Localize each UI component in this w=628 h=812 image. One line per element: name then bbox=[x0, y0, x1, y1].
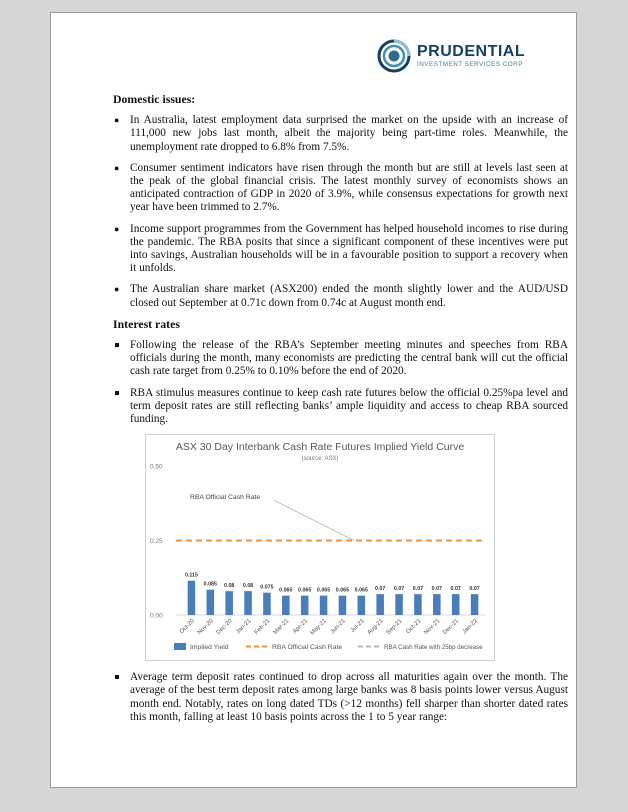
x-tick-label: Jan-22 bbox=[461, 618, 479, 636]
x-tick-label: Jul-21 bbox=[349, 618, 366, 635]
bar-data-label: 0.065 bbox=[335, 587, 350, 594]
bullet-icon: ● bbox=[114, 223, 120, 234]
bar-data-label: 0.075 bbox=[260, 584, 274, 591]
interest-heading: Interest rates bbox=[113, 316, 180, 331]
y-tick-label: 0.00 bbox=[150, 612, 163, 620]
domestic-bullet bbox=[113, 162, 568, 215]
interest-bullet bbox=[113, 387, 568, 427]
yield-curve-chart bbox=[145, 434, 495, 661]
interest-bullet bbox=[113, 671, 568, 724]
x-tick-label: Feb-21 bbox=[253, 618, 272, 637]
bar-data-label: 0.065 bbox=[316, 587, 331, 594]
bar-data-label: 0.065 bbox=[298, 587, 312, 594]
bar-implied-yield bbox=[188, 581, 196, 615]
x-tick-label: Jan-21 bbox=[235, 618, 253, 636]
x-tick-label: May-21 bbox=[309, 618, 328, 637]
bullet-text: Average term deposit rates continued to drop across all maturities again over the month. The average of the best term deposit rates among large banks was 8 basis points lower versus August month end. Notably, rates on long dated TDs (>12 months) fell sharper than shorter dated rates this month, falling at least 10 basis points across the 1 to 5 year range: bbox=[130, 671, 568, 723]
x-tick-label: Nov-21 bbox=[423, 618, 442, 637]
legend-swatch-implied-yield bbox=[174, 643, 186, 650]
x-tick-label: Oct-20 bbox=[178, 618, 196, 636]
bar-implied-yield bbox=[358, 596, 366, 615]
bullet-text: Income support programmes from the Government has helped household incomes to rise during the pandemic. The RBA posits that since a significant component of these incentives were put into savings, Australian households will be in a favourable position to support a recovery when it unfolds. bbox=[130, 222, 568, 275]
document-page bbox=[50, 12, 577, 788]
bar-implied-yield bbox=[471, 594, 479, 615]
legend-label-implied-yield: Implied Yield bbox=[190, 644, 229, 652]
legend-label-decrease: RBA Cash Rate with 25bp decrease bbox=[384, 644, 483, 652]
bullet-icon: ● bbox=[114, 162, 120, 173]
logo-name: PRUDENTIAL bbox=[417, 42, 526, 60]
bar-implied-yield bbox=[339, 596, 347, 615]
logo-subtitle: INVESTMENT SERVICES CORP bbox=[417, 60, 523, 68]
square-bullet-icon bbox=[115, 391, 119, 395]
square-bullet-icon bbox=[115, 343, 119, 347]
bar-implied-yield bbox=[263, 593, 271, 615]
bar-implied-yield bbox=[376, 594, 384, 615]
bar-implied-yield bbox=[301, 596, 309, 615]
bar-implied-yield bbox=[414, 594, 422, 615]
domestic-bullet bbox=[113, 114, 568, 154]
bar-data-label: 0.07 bbox=[469, 586, 480, 593]
bar-data-label: 0.08 bbox=[242, 583, 254, 590]
bar-data-label: 0.07 bbox=[431, 586, 442, 593]
bar-implied-yield bbox=[452, 594, 460, 615]
legend-label-cash-rate: RBA Official Cash Rate bbox=[272, 644, 343, 652]
bar-data-label: 0.07 bbox=[412, 586, 424, 593]
y-tick-label: 0.25 bbox=[150, 538, 163, 546]
bar-data-label: 0.08 bbox=[224, 583, 235, 590]
bar-data-label: 0.065 bbox=[354, 587, 368, 594]
prudential-logo-icon bbox=[377, 39, 411, 73]
x-tick-label: Apr-21 bbox=[292, 618, 310, 636]
annotation-label: RBA Official Cash Rate bbox=[190, 494, 261, 502]
document-body bbox=[113, 93, 568, 732]
x-tick-label: Dec-20 bbox=[215, 618, 234, 637]
bullet-icon: ● bbox=[114, 284, 120, 295]
bar-data-label: 0.07 bbox=[375, 586, 386, 593]
x-tick-label: Aug-21 bbox=[366, 618, 385, 637]
bar-implied-yield bbox=[320, 596, 328, 615]
bullet-text: RBA stimulus measures continue to keep cash rate futures below the official 0.25%pa level and term deposit rates are still reflecting banks’ ample liquidity and access to cheap RBA sourced funding. bbox=[130, 386, 568, 426]
bar-data-label: 0.085 bbox=[203, 581, 217, 588]
bullet-text: In Australia, latest employment data surprised the market on the upside with an increase of 111,000 new jobs last month, albeit the majority being part-time roles. Meanwhile, the unemployment rate dropped to 6.8% from 7.5%. bbox=[130, 114, 568, 153]
bar-implied-yield bbox=[282, 596, 290, 615]
bar-data-label: 0.07 bbox=[393, 586, 405, 593]
chart-title: ASX 30 Day Interbank Cash Rate Futures Implied Yield Curve bbox=[175, 441, 465, 454]
interest-bullet-list bbox=[113, 339, 568, 426]
domestic-bullet-list bbox=[113, 114, 568, 310]
bar-implied-yield bbox=[395, 594, 403, 615]
y-tick-label: 0.50 bbox=[150, 463, 163, 471]
interest-bullet-list-2 bbox=[113, 671, 568, 724]
x-tick-label: Nov-20 bbox=[196, 618, 215, 637]
bar-implied-yield bbox=[244, 591, 252, 615]
bullet-text: Consumer sentiment indicators have risen through the month but are still at levels last seen at the peak of the global financial crisis. The latest monthly survey of economists shows an anticipated contraction of GDP in 2020 of 3.9%, while consensus expectations for growth next year have been trimmed to 2.7%. bbox=[130, 161, 568, 214]
bar-implied-yield bbox=[433, 594, 441, 615]
x-tick-label: Oct-21 bbox=[405, 618, 423, 636]
bullet-text: The Australian share market (ASX200) ended the month slightly lower and the AUD/USD closed out September at 0.71c down from 0.74c at August month end. bbox=[130, 283, 568, 309]
annotation-leader-line bbox=[274, 501, 354, 541]
bar-data-label: 0.115 bbox=[184, 572, 198, 579]
bullet-text: Following the release of the RBA’s September meeting minutes and speeches from RBA officials during the month, many economists are predicting the central bank will cut the official cash rate target from 0.25% to 0.10% before the end of 2020. bbox=[130, 339, 568, 378]
x-tick-label: Dec-21 bbox=[442, 618, 461, 637]
bar-data-label: 0.065 bbox=[279, 587, 293, 594]
bar-implied-yield bbox=[207, 590, 215, 615]
domestic-heading: Domestic issues: bbox=[113, 92, 196, 106]
x-tick-label: Sep-21 bbox=[385, 618, 404, 637]
domestic-bullet bbox=[113, 223, 568, 276]
square-bullet-icon bbox=[115, 675, 119, 679]
chart-subtitle: (source: ASX) bbox=[301, 456, 339, 463]
company-logo bbox=[377, 39, 525, 73]
chart-svg bbox=[146, 435, 494, 660]
domestic-bullet bbox=[113, 283, 568, 309]
x-tick-label: Jun-21 bbox=[329, 618, 347, 636]
bullet-icon: ● bbox=[114, 115, 120, 126]
bar-data-label: 0.07 bbox=[450, 586, 461, 593]
interest-bullet bbox=[113, 339, 568, 379]
bar-implied-yield bbox=[225, 591, 233, 615]
x-tick-label: Mar-21 bbox=[272, 618, 291, 637]
